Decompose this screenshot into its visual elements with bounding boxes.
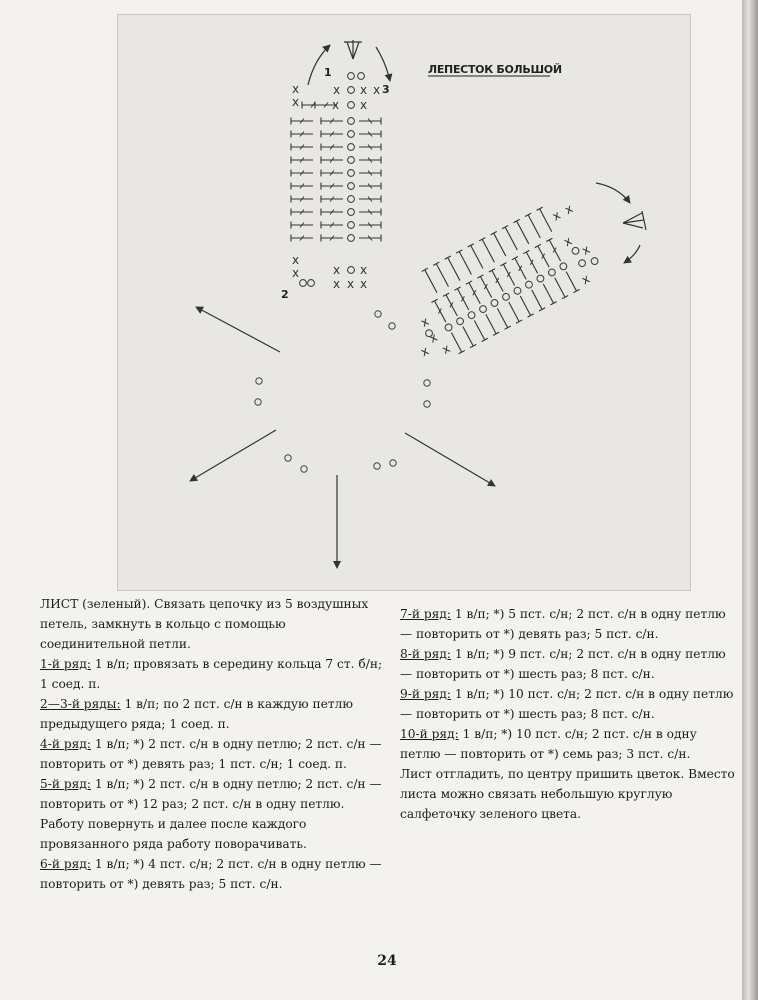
instruction-paragraph [40,854,385,894]
single-crochet-stitch: x [347,277,355,291]
chain-stitch [308,280,315,287]
double-crochet-stitch [291,235,313,242]
chain-stitch [285,455,291,461]
instruction-paragraph [40,694,385,734]
double-crochet-stitch [321,131,343,138]
chain-stitch [358,73,365,80]
double-crochet-stitch [525,213,543,239]
instruction-text: Работу повернуть и далее после каждого провязанного ряда работу поворачивать. [40,817,307,851]
chain-stitch [348,209,355,216]
direction-arrow [405,433,495,486]
double-crochet-stitch [321,157,343,164]
curved-arrow [376,47,390,81]
next-page-edge [742,0,758,1000]
single-crochet-stitch: x [360,277,368,291]
double-crochet-stitch [529,288,546,311]
instruction-paragraph [400,724,735,764]
chain-stitch [513,286,522,295]
double-crochet-stitch [291,118,313,125]
double-crochet-stitch [359,170,381,177]
chain-stitch [559,262,568,271]
double-crochet-stitch [489,269,506,293]
chain-stitch [547,268,556,277]
chain-stitch [524,280,533,289]
single-crochet-stitch: x [426,329,440,346]
instruction-text: ЛИСТ (зеленый). Связать цепочку из 5 воздушных петель, замкнуть в кольцо с помощью соединительной петли. [40,597,369,651]
instruction-text: 1 в/п; *) 2 пст. с/н в одну петлю; 2 пст. с/н — повторить от *) 12 раз; 2 пст. с/н в одну петлю. [40,777,382,811]
stitch-mark [353,42,359,59]
double-crochet-stitch [552,276,569,299]
instruction-text: 1 в/п; *) 10 пст. с/н; 2 пст. с/н в одну петлю — повторить от *) семь раз; 3 пст. с/н. [400,727,697,761]
row-label: 1-й ряд: [40,657,91,671]
double-crochet-stitch [483,313,500,336]
row-label: 10-й ряд: [400,727,459,741]
double-crochet-stitch [291,144,313,151]
chain-stitch [348,144,355,151]
double-crochet-stitch [291,222,313,229]
single-crochet-stitch: x [333,277,341,291]
chain-stitch [455,317,464,326]
double-crochet-stitch [359,144,381,151]
chain-stitch [478,304,487,313]
double-crochet-stitch [359,118,381,125]
double-crochet-stitch [523,250,540,274]
chain-stitch [348,196,355,203]
double-crochet-stitch [540,282,557,305]
double-crochet-stitch [321,209,343,216]
instructions-left-column [40,594,385,894]
petal-vertical [291,73,381,291]
chain-stitch [571,246,580,255]
row-label: 7-й ряд: [400,607,451,621]
row-label: 9-й ряд: [400,687,451,701]
single-crochet-stitch: x [373,83,381,97]
double-crochet-stitch [512,257,529,281]
single-crochet-stitch: x [418,314,432,330]
chain-stitch [577,259,586,268]
direction-arrow [196,307,280,352]
row-label: 6-й ряд: [40,857,91,871]
chain-stitch [374,463,380,469]
chain-stitch [424,380,430,386]
double-crochet-stitch [291,183,313,190]
double-crochet-stitch [321,222,343,229]
single-crochet-stitch: x [292,95,300,109]
single-crochet-stitch: x [579,271,593,288]
single-crochet-stitch: x [360,263,368,277]
single-crochet-stitch: x [579,242,593,258]
single-crochet-stitch: x [360,83,368,97]
double-crochet-stitch [500,263,517,287]
instruction-paragraph [400,604,735,644]
double-crochet-stitch [321,144,343,151]
instruction-text: 1 в/п; по 2 пст. с/н в каждую петлю предыдущего ряда; 1 соед. п. [40,697,353,731]
instruction-paragraph [40,594,385,654]
single-crochet-stitch: x [439,341,453,357]
double-crochet-stitch [514,219,532,245]
double-crochet-stitch [359,196,381,203]
single-crochet-stitch: x [292,82,300,96]
row-label: 8-й ряд: [400,647,451,661]
chain-stitch [300,280,307,287]
row-label: 5-й ряд: [40,777,91,791]
chain-stitch [536,274,545,283]
double-crochet-stitch [359,131,381,138]
chain-stitch [348,87,355,94]
instructions-right-column [400,604,735,824]
row-label: 2—3-й ряды: [40,697,121,711]
single-crochet-stitch: x [418,343,432,360]
double-crochet-stitch [359,235,381,242]
single-crochet-stitch: x [360,98,368,112]
instruction-paragraph [40,654,385,694]
single-crochet-stitch: x [292,266,300,280]
instruction-paragraph [40,774,385,814]
instruction-text: 1 в/п; *) 10 пст. с/н; 2 пст. с/н в одну петлю — повторить от *) шесть раз; 8 пст. с/н. [400,687,734,721]
chain-stitch [375,311,381,317]
double-crochet-stitch [563,270,580,293]
chain-stitch [348,170,355,177]
double-crochet-stitch [433,262,451,288]
single-crochet-stitch: x [549,207,563,224]
double-crochet-stitch [479,238,497,264]
single-crochet-stitch: x [332,98,340,112]
double-crochet-stitch [477,275,494,299]
instruction-paragraph [40,734,385,774]
double-crochet-stitch [502,225,520,251]
stitch-mark [347,42,353,59]
chain-stitch [348,118,355,125]
instruction-paragraph [400,764,735,824]
instruction-paragraph [40,814,385,854]
chain-stitch [424,401,430,407]
double-crochet-stitch [494,307,511,330]
double-crochet-stitch [445,256,463,282]
instruction-text: 1 в/п; *) 5 пст. с/н; 2 пст. с/н в одну петлю — повторить от *) девять раз; 5 пст. с/н. [400,607,726,641]
chain-stitch [301,466,307,472]
double-crochet-stitch [454,287,471,311]
instruction-paragraph [400,684,735,724]
petal-diagonal [388,195,608,370]
single-crochet-stitch: x [292,253,300,267]
double-crochet-stitch [535,244,552,268]
double-crochet-stitch [546,238,563,262]
double-crochet-stitch [321,235,343,242]
double-crochet-stitch [321,196,343,203]
direction-arrow [190,430,276,481]
chain-stitch [348,235,355,242]
double-crochet-stitch [291,196,313,203]
chain-stitch [390,460,396,466]
page-number: 24 [377,953,397,969]
chain-stitch [348,102,355,109]
double-crochet-stitch [431,299,448,323]
instruction-text: 1 в/п; *) 9 пст. с/н; 2 пст. с/н в одну петлю — повторить от *) шесть раз; 8 пст. с/н. [400,647,726,681]
chain-stitch [348,73,355,80]
double-crochet-stitch [359,183,381,190]
double-crochet-stitch [506,301,523,324]
chain-stitch [501,292,510,301]
single-crochet-stitch: x [562,201,576,217]
chain-stitch [348,157,355,164]
row-number-3: 3 [382,83,390,96]
crochet-diagram-panel [117,14,691,591]
double-crochet-stitch [359,209,381,216]
double-crochet-stitch [321,118,343,125]
instruction-text: 1 в/п; *) 2 пст. с/н в одну петлю; 2 пст. с/н — повторить от *) девять раз; 1 пст. с/н; 1 соед. п. [40,737,382,771]
stitch-mark [623,223,643,228]
double-crochet-stitch [422,268,440,294]
double-crochet-stitch [443,293,460,317]
diagram-title: ЛЕПЕСТОК БОЛЬШОЙ [428,63,562,76]
double-crochet-stitch [291,209,313,216]
curved-arrow [596,183,630,203]
crochet-diagram [118,15,690,590]
chain-stitch [348,222,355,229]
chain-stitch [389,323,395,329]
double-crochet-stitch [359,157,381,164]
double-crochet-stitch [321,170,343,177]
double-crochet-stitch [291,131,313,138]
double-crochet-stitch [321,183,343,190]
double-crochet-stitch [491,232,509,258]
double-crochet-stitch [517,294,534,317]
chain-stitch [590,256,599,265]
double-crochet-stitch [468,244,486,270]
chain-stitch [256,378,262,384]
curved-arrow [308,45,330,85]
double-crochet-stitch [456,250,474,276]
center-ring [255,311,430,472]
chain-stitch [255,399,261,405]
double-crochet-stitch [291,170,313,177]
instruction-text: 1 в/п; *) 4 пст. с/н; 2 пст. с/н в одну петлю — повторить от *) девять раз; 5 пст. с/н. [40,857,382,891]
double-crochet-stitch [291,157,313,164]
row-number-2: 2 [281,288,289,301]
instruction-text: Лист отгладить, по центру пришить цветок. Вместо листа можно связать небольшую круглую салфеточку зеленого цвета. [400,767,735,821]
chain-stitch [348,267,355,274]
chain-stitch [348,131,355,138]
double-crochet-stitch [448,331,465,354]
chain-stitch [467,311,476,320]
chain-stitch [444,323,453,332]
row-number-1: 1 [324,66,332,79]
single-crochet-stitch: x [333,83,341,97]
petal-tip-diagonal [596,183,646,263]
instruction-paragraph [400,644,735,684]
double-crochet-stitch [471,319,488,342]
row-label: 4-й ряд: [40,737,91,751]
double-crochet-stitch [359,222,381,229]
single-crochet-stitch: x [333,263,341,277]
chain-stitch [348,183,355,190]
double-crochet-stitch [460,325,477,348]
curved-arrow [624,245,640,263]
double-crochet-stitch [466,281,483,305]
instruction-text: 1 в/п; провязать в середину кольца 7 ст. б/н; 1 соед. п. [40,657,383,691]
single-crochet-stitch: x [561,233,575,250]
chain-stitch [490,298,499,307]
